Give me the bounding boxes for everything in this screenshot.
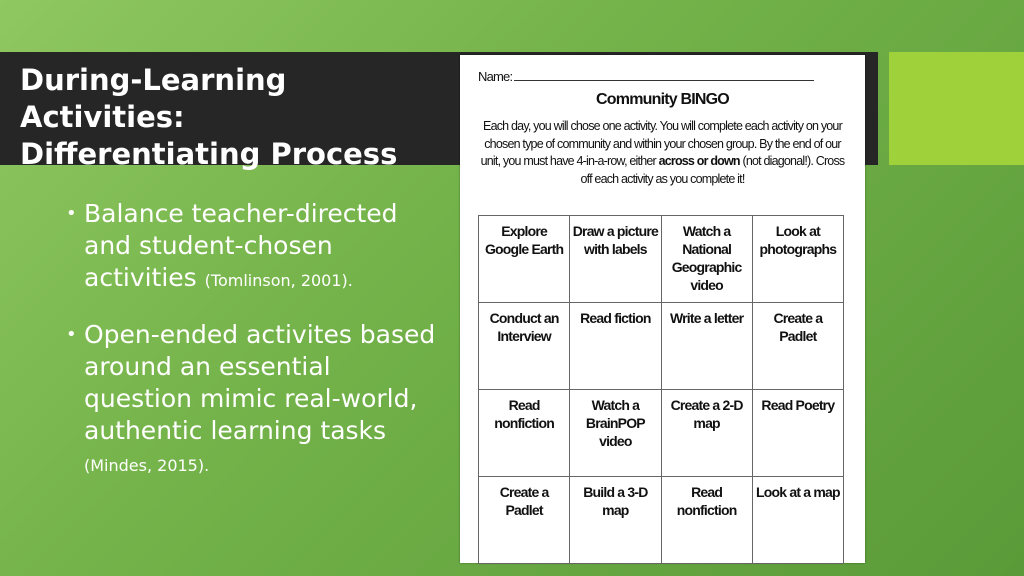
bullet-item: [60, 198, 440, 297]
worksheet-name-label: Name:: [478, 69, 513, 84]
bullet-dot-icon: •: [66, 203, 77, 224]
instructions-bold: across or down: [658, 154, 740, 168]
bingo-cell: Look at photographs: [752, 216, 843, 303]
worksheet-image: [460, 55, 865, 563]
worksheet-name-field: [478, 69, 814, 84]
bullet-text: Open-ended activites based around an essential question mimic real-world, authentic learning tasks: [84, 320, 436, 445]
bullet-list: [60, 198, 440, 504]
slide-title-line2: Differentiating Process: [20, 137, 398, 171]
instructions-part2: (not diagonal!). Cross off each activity as you complete it!: [580, 154, 845, 186]
name-line: [514, 80, 814, 81]
bingo-cell: Watch a National Geographic video: [661, 216, 752, 303]
bingo-cell: Write a letter: [661, 303, 752, 390]
worksheet-instructions: [476, 118, 849, 188]
bingo-row: [479, 477, 844, 564]
slide-title: [20, 62, 460, 173]
bullet-text: Balance teacher-directed and student-chosen activities: [84, 199, 398, 292]
bingo-cell: Read Poetry: [752, 390, 843, 477]
bingo-cell: Read fiction: [570, 303, 661, 390]
bingo-cell: Draw a picture with labels: [570, 216, 661, 303]
worksheet-title: Community BINGO: [596, 91, 729, 108]
bingo-cell: Watch a BrainPOP video: [570, 390, 661, 477]
bingo-cell: Read nonfiction: [479, 390, 570, 477]
bingo-row: [479, 390, 844, 477]
instructions-part1: Each day, you will chose one activity. You will complete each activity on your chosen type of community and within your chosen group. By the end of our unit, you must have 4-in-a-row, either: [480, 119, 842, 168]
bingo-cell: Conduct an Interview: [479, 303, 570, 390]
bingo-row: [479, 216, 844, 303]
bingo-cell: Explore Google Earth: [479, 216, 570, 303]
bullet-item: [60, 319, 440, 482]
bullet-citation: (Mindes, 2015).: [84, 456, 210, 475]
accent-block: [889, 52, 1024, 165]
bingo-cell: Create a Padlet: [479, 477, 570, 564]
bingo-cell: Create a 2-D map: [661, 390, 752, 477]
bingo-grid: [478, 215, 844, 564]
bingo-cell: Look at a map: [752, 477, 843, 564]
slide-title-line1: During-Learning Activities:: [20, 63, 287, 134]
bullet-citation: (Tomlinson, 2001).: [204, 271, 353, 290]
bingo-cell: Build a 3-D map: [570, 477, 661, 564]
bingo-row: [479, 303, 844, 390]
bingo-cell: Create a Padlet: [752, 303, 843, 390]
bullet-dot-icon: •: [66, 324, 77, 345]
bingo-cell: Read nonfiction: [661, 477, 752, 564]
